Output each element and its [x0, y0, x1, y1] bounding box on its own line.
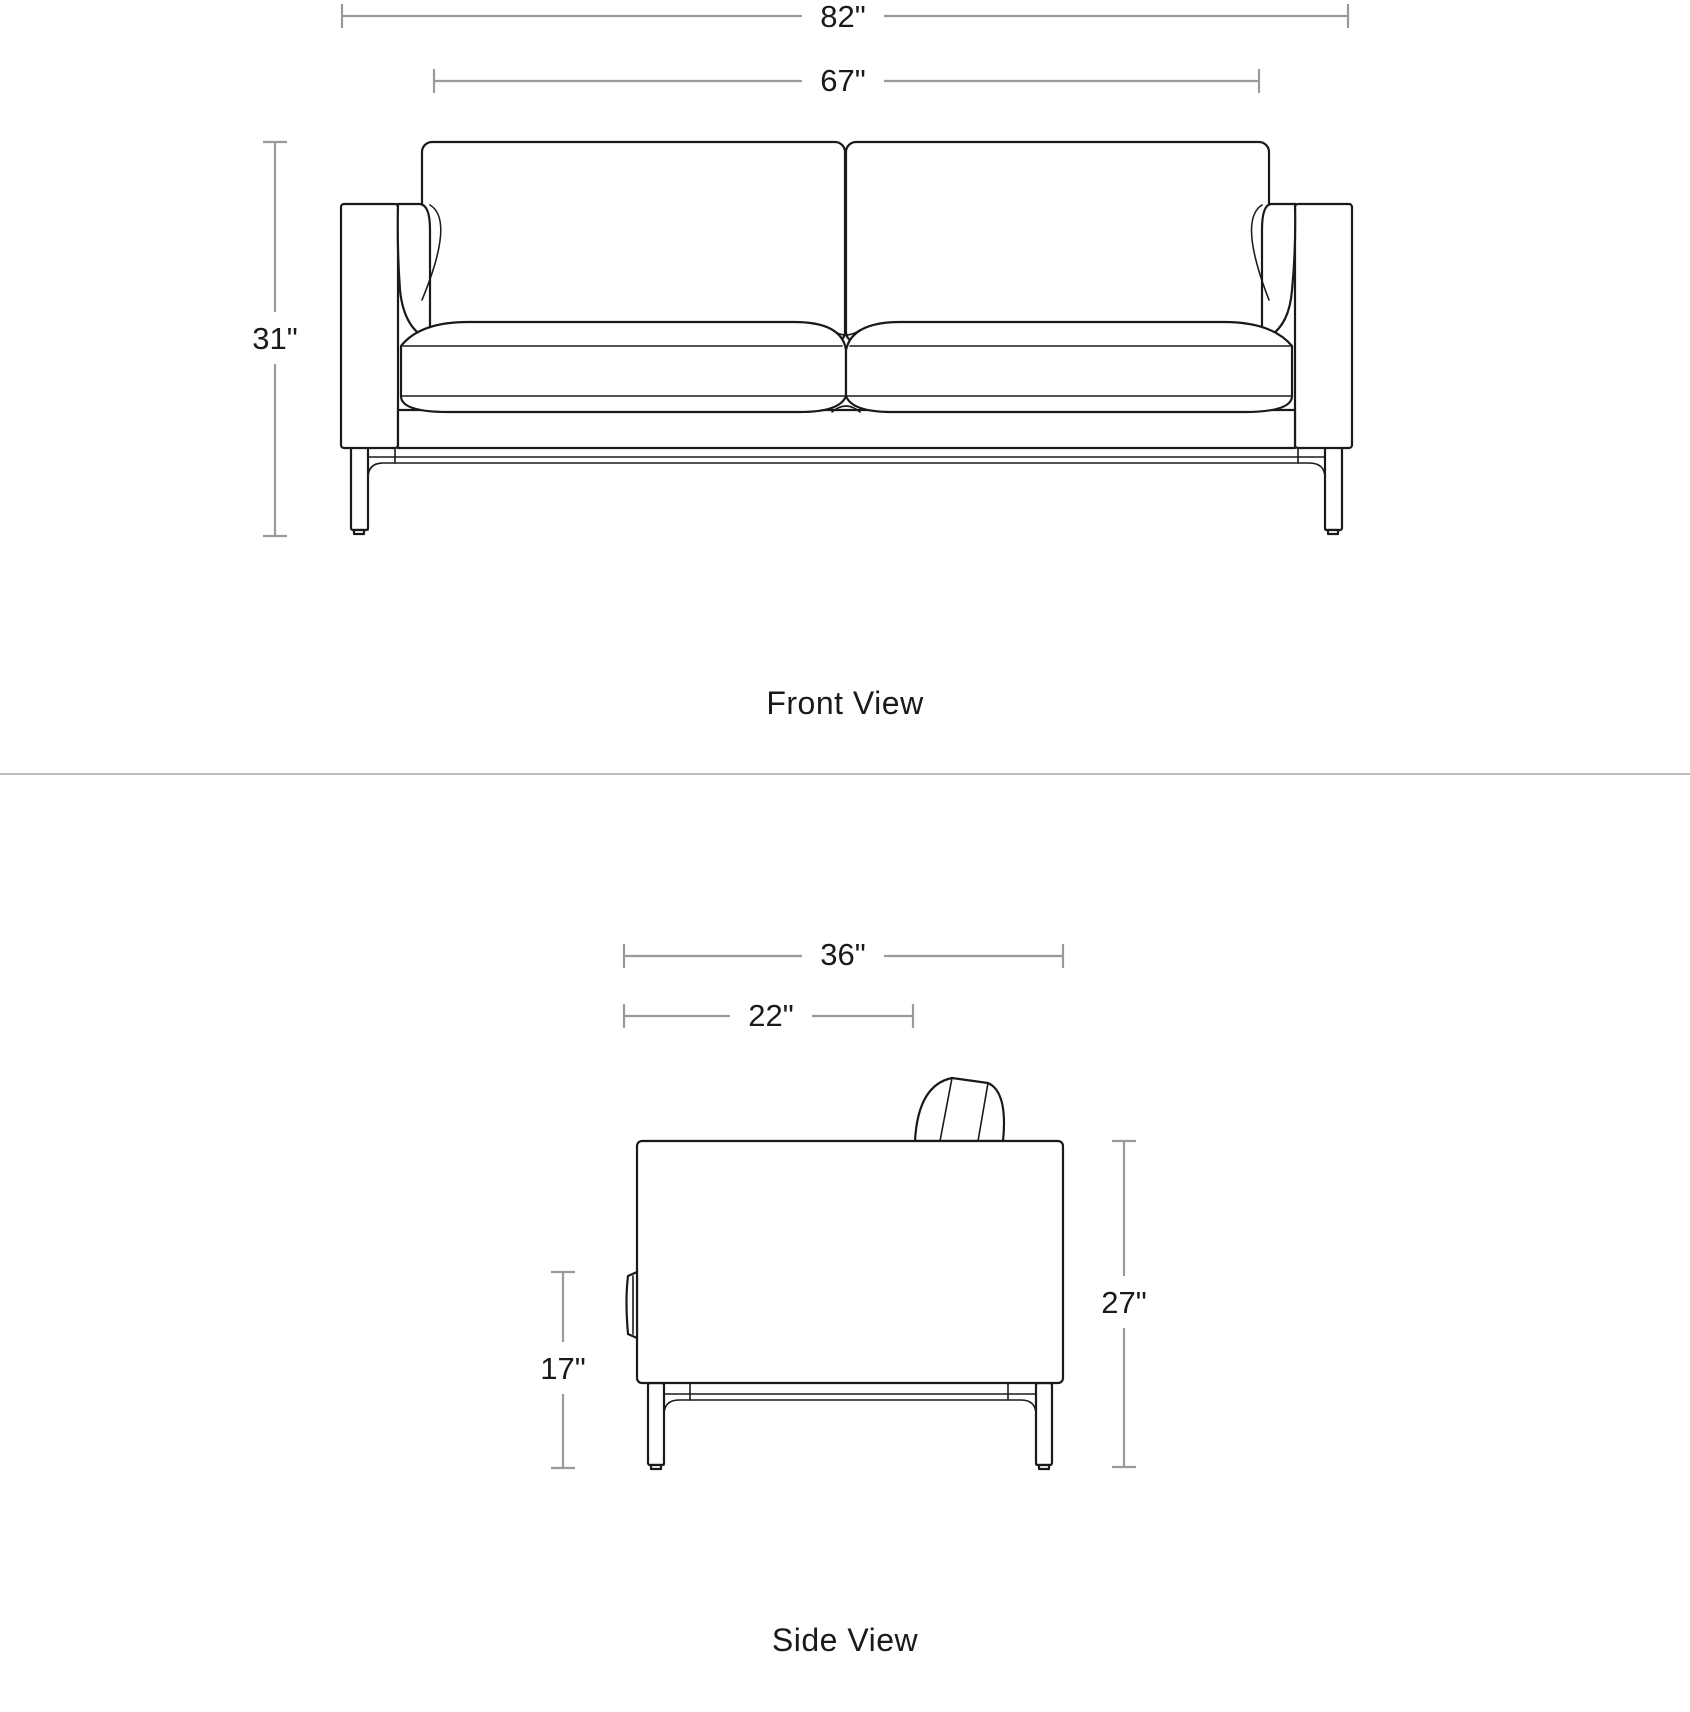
- dimension-overall-width: [342, 0, 1348, 34]
- side-view-title: Side View: [771, 1622, 919, 1658]
- dimension-label-inner-width: 67": [820, 63, 866, 98]
- dimension-seat-depth: [624, 996, 913, 1036]
- front-view-title: Front View: [766, 685, 924, 721]
- dimension-label-overall-width: 82": [820, 0, 866, 34]
- sofa-side-drawing: [627, 1078, 1064, 1469]
- dimension-height: [248, 142, 302, 536]
- sofa-front-drawing: [341, 142, 1352, 534]
- front-view: [248, 0, 1352, 721]
- side-view: [536, 936, 1152, 1658]
- dimension-label-seat-depth: 22": [748, 998, 794, 1033]
- dimension-inner-width: [434, 62, 1259, 100]
- dimension-label-seat-height: 17": [540, 1351, 586, 1386]
- dimension-depth: [624, 936, 1063, 976]
- dimension-seat-height: [536, 1272, 592, 1468]
- dimension-arm-height: [1096, 1141, 1152, 1467]
- dimension-label-depth: 36": [820, 937, 866, 972]
- dimension-label-height: 31": [252, 321, 298, 356]
- dimension-label-arm-height: 27": [1101, 1285, 1147, 1320]
